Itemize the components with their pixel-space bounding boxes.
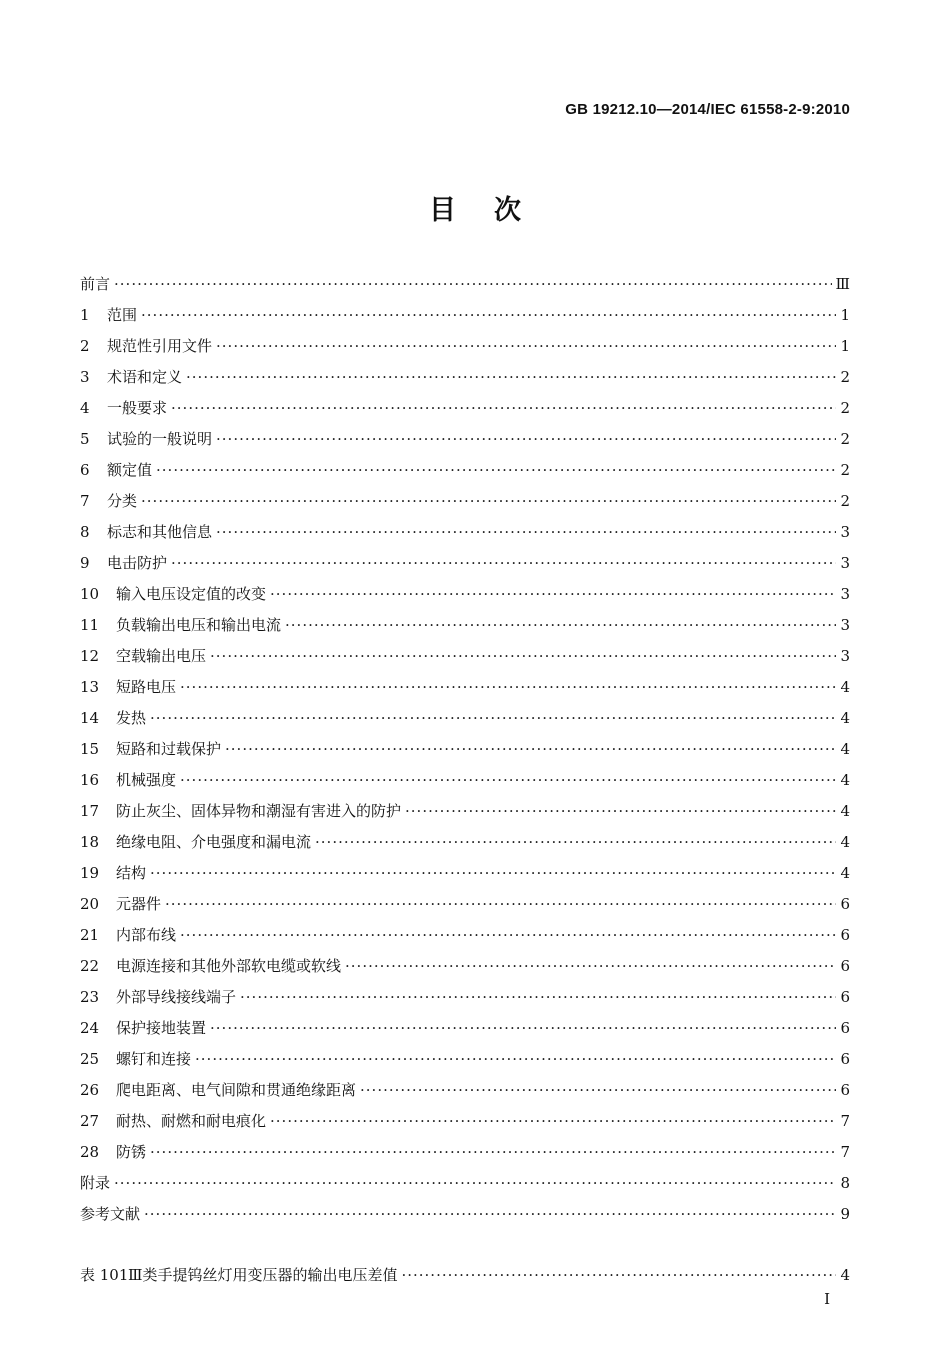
toc-entry [80,734,850,765]
toc-entry [80,269,850,300]
dot-leader [285,610,836,641]
toc-entry [80,827,850,858]
entry-page-number: 2 [840,368,850,386]
dot-leader [216,424,836,455]
entry-title: 电源连接和其他外部软电缆或软线 [116,957,342,975]
dot-leader [270,1106,836,1137]
entry-number: 9 [80,554,90,572]
dot-leader [270,579,836,610]
dot-leader [345,951,836,982]
entry-number: 16 [80,771,100,789]
dot-leader [141,300,836,331]
toc-entry [80,796,850,827]
entry-page-number: 6 [840,1081,850,1099]
entry-title: 分类 [107,492,138,510]
entry-title: 负载输出电压和输出电流 [116,616,282,634]
entry-title: 防锈 [116,1143,147,1161]
entry-page-number: 6 [840,988,850,1006]
toc-entry [80,393,850,424]
entry-page-number: 8 [840,1174,850,1192]
toc-entry [80,951,850,982]
list-of-tables [80,1260,850,1291]
entry-number: 5 [80,430,90,448]
entry-number: 表 101 [80,1266,129,1284]
entry-number: 7 [80,492,90,510]
dot-leader [171,548,836,579]
dot-leader [180,765,836,796]
toc-entry [80,548,850,579]
entry-page-number: 6 [840,1019,850,1037]
entry-page-number: 2 [840,461,850,479]
dot-leader [171,393,836,424]
entry-number: 15 [80,740,100,758]
entry-number: 28 [80,1143,100,1161]
entry-title: 元器件 [116,895,162,913]
page-title: 目次 [429,195,559,226]
dot-leader [210,1013,836,1044]
entry-number: 24 [80,1019,100,1037]
dot-leader [216,517,836,548]
toc-entry [80,486,850,517]
entry-title: 术语和定义 [107,368,183,386]
dot-leader [210,641,836,672]
entry-number: 6 [80,461,90,479]
entry-title: 标志和其他信息 [107,523,213,541]
entry-page-number: 3 [840,585,850,603]
entry-title: 耐热、耐燃和耐电痕化 [116,1112,267,1130]
entry-number: 23 [80,988,100,1006]
entry-page-number: 9 [840,1205,850,1223]
dot-leader [141,486,836,517]
dot-leader [156,455,836,486]
entry-title: 防止灰尘、固体异物和潮湿有害进入的防护 [116,802,402,820]
dot-leader [114,269,832,300]
entry-page-number: 4 [840,740,850,758]
toc-entry [80,1013,850,1044]
dot-leader [240,982,836,1013]
standard-number-header: GB 19212.10—2014/IEC 61558-2-9:2010 [565,101,850,118]
page-number: I [824,1290,830,1308]
dot-leader [150,1137,836,1168]
entry-number: 17 [80,802,100,820]
toc-entry [80,641,850,672]
entry-number: 11 [80,616,100,634]
entry-page-number: 4 [840,833,850,851]
entry-title: 空载输出电压 [116,647,207,665]
entry-number: 21 [80,926,100,944]
entry-title: 参考文献 [80,1205,141,1223]
entry-number: 14 [80,709,100,727]
toc-entry [80,889,850,920]
toc-entry [80,1044,850,1075]
entry-title: 保护接地装置 [116,1019,207,1037]
entry-page-number: 6 [840,957,850,975]
entry-number: 8 [80,523,90,541]
dot-leader [150,703,836,734]
toc-entry [80,455,850,486]
entry-title: 绝缘电阻、介电强度和漏电流 [116,833,312,851]
entry-title: 电击防护 [107,554,168,572]
entry-number: 4 [80,399,90,417]
toc-entry [80,579,850,610]
entry-title: 机械强度 [116,771,177,789]
entry-number: 12 [80,647,100,665]
dot-leader [225,734,836,765]
dot-leader [114,1168,836,1199]
dot-leader [180,920,836,951]
dot-leader [180,672,836,703]
entry-page-number: 1 [840,306,850,324]
toc-entry [80,517,850,548]
toc-entry [80,1137,850,1168]
entry-title: 内部布线 [116,926,177,944]
toc-entry [80,1106,850,1137]
toc-entry [80,1199,850,1230]
entry-title: 外部导线接线端子 [116,988,237,1006]
entry-title: 试验的一般说明 [107,430,213,448]
entry-title: 发热 [116,709,147,727]
entry-page-number: 7 [840,1143,850,1161]
entry-title: 结构 [116,864,147,882]
entry-title: Ⅲ类手提钨丝灯用变压器的输出电压差值 [128,1266,398,1284]
toc-entry [80,610,850,641]
toc-entry [80,331,850,362]
dot-leader [401,1260,836,1291]
dot-leader [360,1075,836,1106]
entry-page-number: 2 [840,430,850,448]
entry-page-number: 3 [840,647,850,665]
toc-entry [80,765,850,796]
entry-number: 22 [80,957,100,975]
entry-page-number: 4 [840,1266,850,1284]
dot-leader [195,1044,836,1075]
dot-leader [405,796,836,827]
dot-leader [144,1199,836,1230]
entry-page-number: 6 [840,926,850,944]
entry-page-number: 6 [840,895,850,913]
entry-number: 10 [80,585,100,603]
entry-number: 3 [80,368,90,386]
entry-title: 规范性引用文件 [107,337,213,355]
entry-page-number: 4 [840,709,850,727]
dot-leader [186,362,836,393]
entry-number: 25 [80,1050,100,1068]
entry-page-number: 3 [840,554,850,572]
dot-leader [216,331,836,362]
entry-page-number: 3 [840,616,850,634]
entry-page-number: 4 [840,771,850,789]
entry-title: 前言 [80,275,111,293]
dot-leader [150,858,836,889]
entry-title: 一般要求 [107,399,168,417]
entry-title: 额定值 [107,461,153,479]
entry-page-number: 3 [840,523,850,541]
toc-entry [80,300,850,331]
table-list-entry [80,1260,850,1291]
toc-entry [80,1075,850,1106]
entry-title: 爬电距离、电气间隙和贯通绝缘距离 [116,1081,357,1099]
entry-title: 附录 [80,1174,111,1192]
entry-page-number: 4 [840,864,850,882]
toc-entry [80,982,850,1013]
entry-page-number: 4 [840,678,850,696]
entry-page-number: 2 [840,492,850,510]
toc-entry [80,672,850,703]
entry-title: 范围 [107,306,138,324]
toc-entry [80,858,850,889]
toc-entry [80,703,850,734]
toc-entry [80,1168,850,1199]
entry-number: 1 [80,306,90,324]
entry-page-number: 2 [840,399,850,417]
entry-page-number: 4 [840,802,850,820]
entry-number: 20 [80,895,100,913]
entry-number: 2 [80,337,90,355]
entry-number: 13 [80,678,100,696]
entry-number: 18 [80,833,100,851]
entry-number: 26 [80,1081,100,1099]
entry-title: 短路电压 [116,678,177,696]
table-of-contents [80,269,850,1230]
entry-number: 19 [80,864,100,882]
entry-title: 输入电压设定值的改变 [116,585,267,603]
toc-entry [80,362,850,393]
entry-title: 短路和过载保护 [116,740,222,758]
entry-page-number: Ⅲ [835,275,850,293]
entry-page-number: 7 [840,1112,850,1130]
entry-number: 27 [80,1112,100,1130]
dot-leader [165,889,836,920]
toc-entry [80,424,850,455]
entry-title: 螺钉和连接 [116,1050,192,1068]
entry-page-number: 1 [840,337,850,355]
entry-page-number: 6 [840,1050,850,1068]
dot-leader [315,827,836,858]
toc-entry [80,920,850,951]
